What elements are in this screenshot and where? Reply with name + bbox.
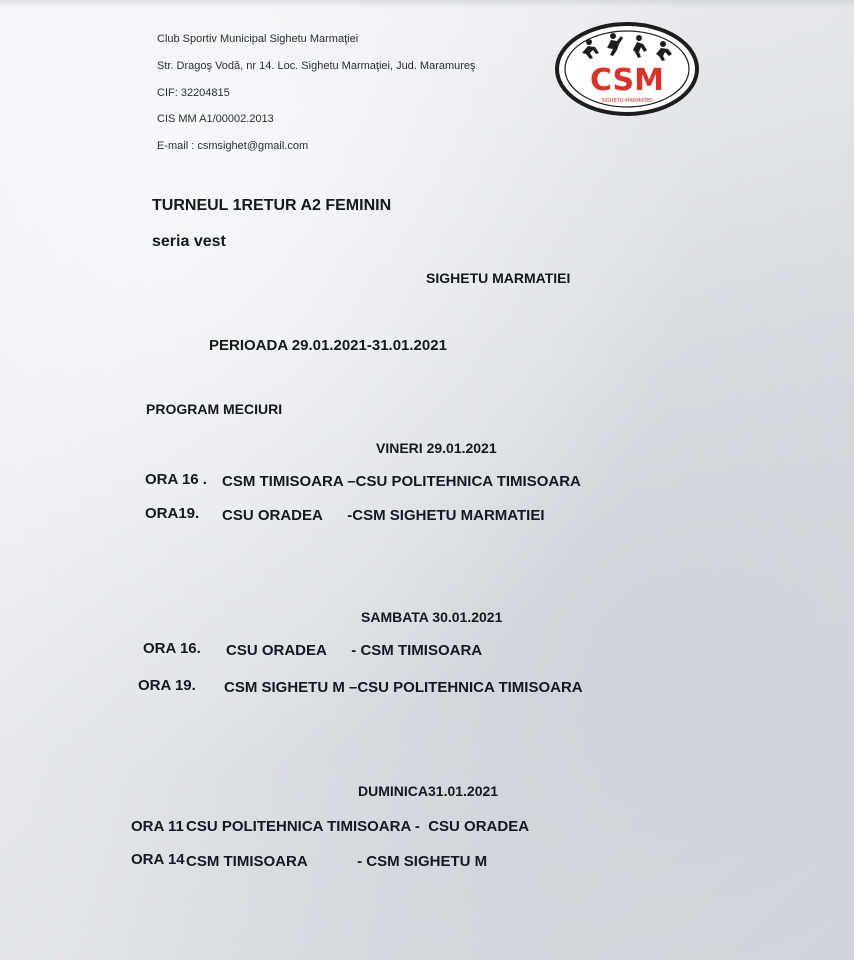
tournament-title: TURNEUL 1RETUR A2 FEMININ — [152, 197, 392, 214]
match-teams: CSM SIGHETU M –CSU POLITEHNICA TIMISOARA — [224, 679, 583, 696]
series-label: seria vest — [152, 233, 226, 250]
match-teams: CSM TIMISOARA –CSU POLITEHNICA TIMISOARA — [222, 473, 581, 490]
match-time: ORA 16 . — [145, 471, 207, 488]
club-address: Str. Dragoş Vodă, nr 14. Loc. Sighetu Marmaţiei, Jud. Maramureş — [157, 60, 476, 72]
day-label: VINERI 29.01.2021 — [376, 440, 497, 456]
club-cif: CIF: 32204815 — [157, 87, 230, 99]
csm-logo — [555, 22, 699, 116]
match-time: ORA 11 — [131, 818, 184, 835]
match-time: ORA 19. — [138, 677, 196, 694]
match-time: ORA19. — [145, 505, 200, 522]
club-email: E-mail : csmsighet@gmail.com — [157, 140, 309, 152]
program-label: PROGRAM MECIURI — [146, 401, 283, 417]
match-teams: CSU POLITEHNICA TIMISOARA - CSU ORADEA — [186, 818, 530, 835]
day-label: DUMINICA31.01.2021 — [358, 783, 499, 799]
logo-text: CSM — [589, 63, 665, 98]
location-label: SIGHETU MARMATIEI — [426, 270, 571, 286]
period-label: PERIOADA 29.01.2021-31.01.2021 — [209, 337, 447, 354]
day-label: SAMBATA 30.01.2021 — [361, 609, 503, 625]
match-teams: CSM TIMISOARA - CSM SIGHETU M — [186, 853, 488, 870]
match-teams: CSU ORADEA -CSM SIGHETU MARMATIEI — [222, 507, 545, 524]
match-teams: CSU ORADEA - CSM TIMISOARA — [226, 642, 483, 659]
match-time: ORA 14 — [131, 851, 185, 868]
logo-subtext: SIGHETU MARMATIEI — [601, 98, 653, 104]
club-name: Club Sportiv Municipal Sighetu Marmaţiei — [157, 33, 359, 45]
match-time: ORA 16. — [143, 640, 201, 657]
page-shadow — [0, 0, 854, 8]
club-cis: CIS MM A1/00002.2013 — [157, 113, 274, 125]
